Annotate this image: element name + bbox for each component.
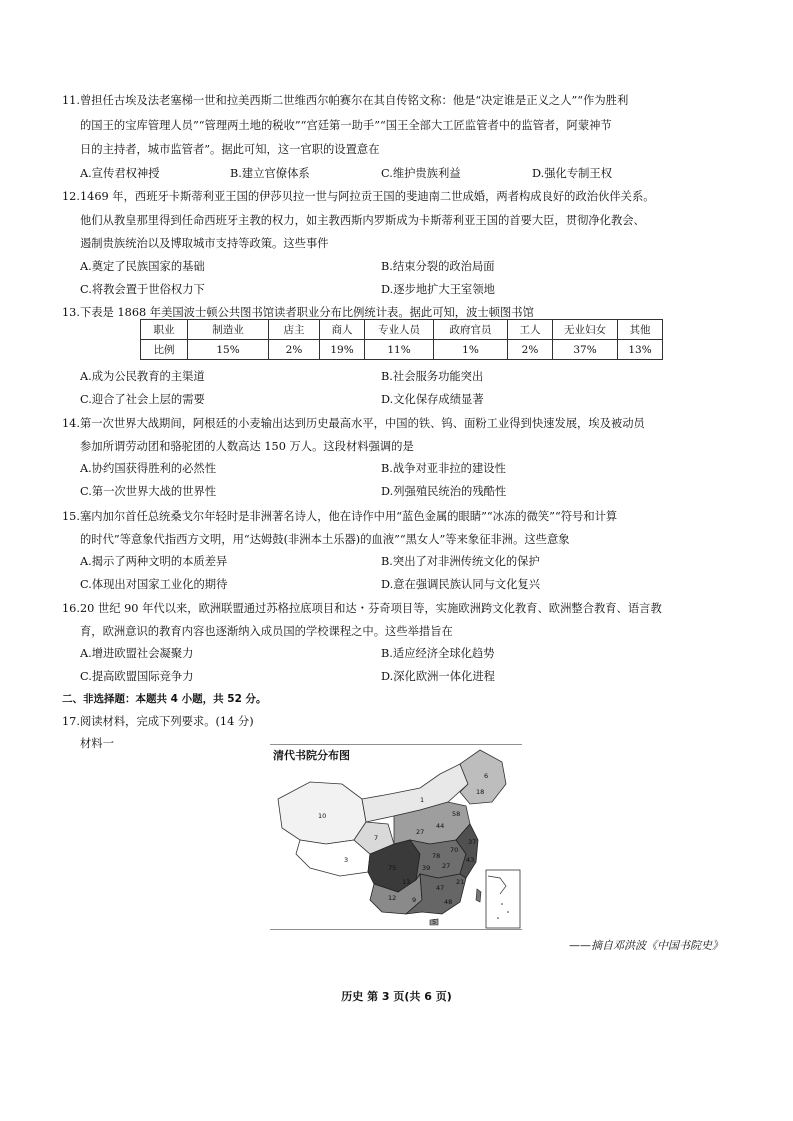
q11-option-a[interactable]: A.宣传君权神授 bbox=[80, 167, 160, 180]
map-number: 39 bbox=[422, 864, 431, 872]
map-number: 21 bbox=[456, 878, 465, 886]
map-number: 44 bbox=[436, 822, 445, 830]
table-cell: 比例 bbox=[141, 340, 188, 360]
q17-material-label: 材料一 bbox=[80, 737, 114, 750]
occupation-table bbox=[140, 319, 663, 360]
q16-stem-line2: 育，欧洲意识的教育内容也逐渐纳入成员国的学校课程之中。这些举措旨在 bbox=[80, 625, 453, 638]
q11-stem-line1: 11.曾担任古埃及法老塞梯一世和拉美西斯二世维西尔帕赛尔在其自传铭文称：他是“决定谁是正义之人”“作为胜利 bbox=[62, 94, 629, 107]
q16-option-d[interactable]: D.深化欧洲一体化进程 bbox=[381, 670, 495, 683]
map-number: 37 bbox=[468, 838, 477, 846]
q11-option-c[interactable]: C.维护贵族利益 bbox=[381, 167, 461, 180]
q12-stem-line1: 12.1469 年，西班牙卡斯蒂利亚王国的伊莎贝拉一世与阿拉贡王国的斐迪南二世成婚，两者构成良好的政治伙伴关系。 bbox=[62, 190, 655, 203]
table-cell: 2% bbox=[508, 340, 553, 360]
map-number: 13 bbox=[402, 878, 411, 886]
table-cell: 13% bbox=[618, 340, 663, 360]
region-tibet bbox=[296, 840, 370, 876]
q14-option-c[interactable]: C.第一次世界大战的世界性 bbox=[80, 485, 217, 498]
map-number: 9 bbox=[412, 896, 417, 904]
map-number: 12 bbox=[388, 894, 397, 902]
map-number: 70 bbox=[450, 846, 459, 854]
q11-stem-line2: 的国王的宝库管理人员”“管理两土地的税收”“宫廷第一助手”“国王全部大工匠监管者中的监管者，阿蒙神节 bbox=[80, 119, 612, 132]
q14-stem-line2: 参加所谓劳动团和骆驼团的人数高达 150 万人。这段材料强调的是 bbox=[80, 440, 414, 453]
table-row bbox=[141, 340, 663, 360]
q12-option-a[interactable]: A.奠定了民族国家的基础 bbox=[80, 260, 205, 273]
q16-option-b[interactable]: B.适应经济全球化趋势 bbox=[381, 647, 495, 660]
table-cell: 2% bbox=[269, 340, 320, 360]
map-number: 10 bbox=[318, 812, 327, 820]
map-number: 75 bbox=[388, 864, 397, 872]
q13-option-a[interactable]: A.成为公民教育的主渠道 bbox=[80, 370, 205, 383]
q15-option-c[interactable]: C.体现出对国家工业化的期待 bbox=[80, 578, 228, 591]
map-number: 47 bbox=[436, 884, 445, 892]
table-cell: 1% bbox=[434, 340, 508, 360]
q12-option-b[interactable]: B.结束分裂的政治局面 bbox=[381, 260, 495, 273]
q12-stem-line2: 他们从教皇那里得到任命西班牙主教的权力，如主教西斯内罗斯成为卡斯蒂利亚王国的首要大臣，贯彻净化教会、 bbox=[80, 214, 645, 227]
inset-island bbox=[497, 917, 499, 919]
map-source-caption: ——摘自邓洪波《中国书院史》 bbox=[569, 939, 723, 952]
table-header-cell: 政府官员 bbox=[434, 320, 508, 340]
table-header-cell: 职业 bbox=[141, 320, 188, 340]
table-header-cell: 商人 bbox=[320, 320, 365, 340]
q15-option-a[interactable]: A.揭示了两种文明的本质差异 bbox=[80, 555, 228, 568]
section-heading: 二、非选择题：本题共 4 小题，共 52 分。 bbox=[62, 693, 267, 705]
table-cell: 37% bbox=[553, 340, 618, 360]
inset-island bbox=[507, 911, 509, 913]
map-number: 1 bbox=[420, 796, 425, 804]
map-number: 78 bbox=[432, 852, 441, 860]
table-header-cell: 其他 bbox=[618, 320, 663, 340]
map-number: 3 bbox=[344, 856, 349, 864]
map-number: 7 bbox=[374, 834, 379, 842]
q11-option-b[interactable]: B.建立官僚体系 bbox=[230, 167, 310, 180]
page-footer: 历史 第 3 页(共 6 页) bbox=[341, 990, 452, 1003]
table-cell: 15% bbox=[188, 340, 269, 360]
q12-option-d[interactable]: D.逐步地扩大王室领地 bbox=[381, 283, 495, 296]
q12-stem-line3: 遏制贵族统治以及博取城市支持等政策。这些事件 bbox=[80, 237, 329, 250]
table-header-row bbox=[141, 320, 663, 340]
qing-academy-map bbox=[270, 744, 522, 930]
region-taiwan bbox=[476, 889, 481, 902]
q17-stem: 17.阅读材料，完成下列要求。(14 分) bbox=[62, 715, 254, 728]
map-number: 43 bbox=[466, 856, 475, 864]
q16-stem-line1: 16.20 世纪 90 年代以来，欧洲联盟通过苏格拉底项目和达・芬奇项目等，实施欧洲跨文化教育、欧洲整合教育、语言教 bbox=[62, 602, 662, 615]
map-number: 6 bbox=[484, 772, 489, 780]
map-number: 18 bbox=[476, 788, 485, 796]
map-title: 清代书院分布图 bbox=[273, 749, 350, 762]
q14-stem-line1: 14.第一次世界大战期间，阿根廷的小麦输出达到历史最高水平，中国的铁、钨、面粉工业得到快速发展，埃及被动员 bbox=[62, 417, 645, 430]
table-cell: 19% bbox=[320, 340, 365, 360]
map-number: 48 bbox=[444, 898, 453, 906]
q13-option-d[interactable]: D.文化保存成绩显著 bbox=[381, 393, 484, 406]
map-number: 5 bbox=[432, 918, 437, 926]
q12-option-c[interactable]: C.将教会置于世俗权力下 bbox=[80, 283, 205, 296]
q14-option-b[interactable]: B.战争对亚非拉的建设性 bbox=[381, 462, 506, 475]
map-number: 27 bbox=[442, 862, 451, 870]
q11-option-d[interactable]: D.强化专制王权 bbox=[532, 167, 613, 180]
inset-island bbox=[501, 903, 503, 905]
q16-option-c[interactable]: C.提高欧盟国际竞争力 bbox=[80, 670, 194, 683]
q14-option-a[interactable]: A.协约国获得胜利的必然性 bbox=[80, 462, 217, 475]
map-number: 58 bbox=[452, 810, 461, 818]
q13-option-b[interactable]: B.社会服务功能突出 bbox=[381, 370, 484, 383]
q13-stem: 13.下表是 1868 年美国波士顿公共图书馆读者职业分布比例统计表。据此可知，波士顿图书馆 bbox=[62, 306, 534, 319]
q15-stem-line1: 15.塞内加尔首任总统桑戈尔年轻时是非洲著名诗人，他在诗作中用“蓝色金属的眼睛”“冰冻的微笑”“符号和计算 bbox=[62, 510, 618, 523]
q14-option-d[interactable]: D.列强殖民统治的残酷性 bbox=[381, 485, 507, 498]
q16-option-a[interactable]: A.增进欧盟社会凝聚力 bbox=[80, 647, 194, 660]
south-sea-inset bbox=[486, 870, 520, 928]
map-number: 27 bbox=[416, 828, 425, 836]
q13-option-c[interactable]: C.迎合了社会上层的需要 bbox=[80, 393, 205, 406]
table-cell: 11% bbox=[365, 340, 434, 360]
table-header-cell: 制造业 bbox=[188, 320, 269, 340]
table-header-cell: 专业人员 bbox=[365, 320, 434, 340]
q15-option-d[interactable]: D.意在强调民族认同与文化复兴 bbox=[381, 578, 541, 591]
table-header-cell: 工人 bbox=[508, 320, 553, 340]
q11-stem-line3: 日的主持者，城市监管者”。据此可知，这一官职的设置意在 bbox=[80, 143, 380, 156]
map-graphic bbox=[270, 744, 522, 930]
q15-stem-line2: 的时代”等意象代指西方文明，用“达姆鼓(非洲本土乐器)的血液”“黑女人”等来象征非洲。这些意象 bbox=[80, 533, 570, 546]
table-header-cell: 店主 bbox=[269, 320, 320, 340]
q15-option-b[interactable]: B.突出了对非洲传统文化的保护 bbox=[381, 555, 540, 568]
table-header-cell: 无业妇女 bbox=[553, 320, 618, 340]
